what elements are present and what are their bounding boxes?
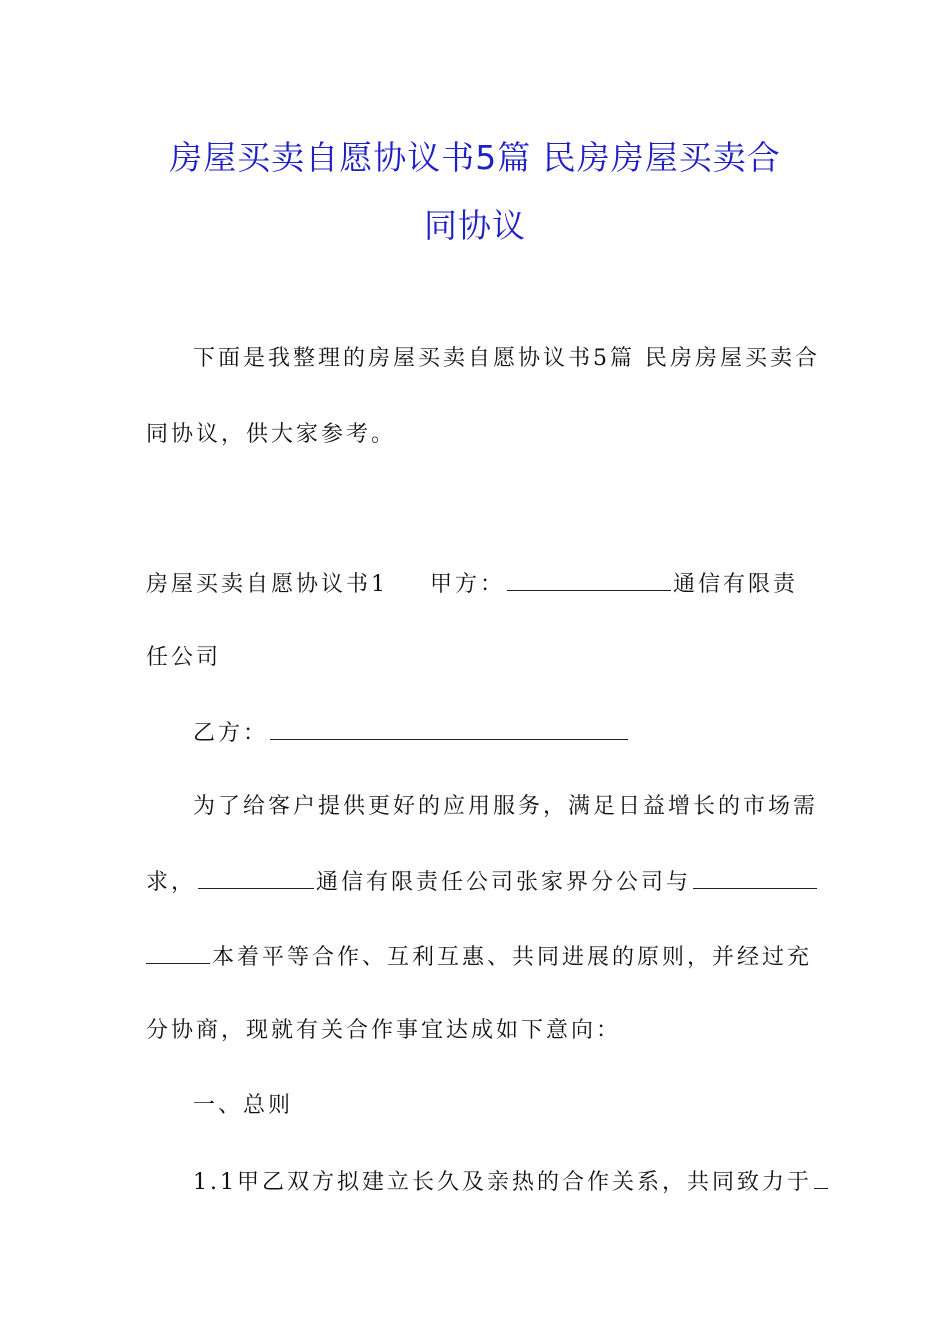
- paragraph-1-end: 本着平等合作、互利互惠、共同进展的原则，并经过充: [212, 945, 813, 970]
- party-a-blank: [507, 568, 671, 591]
- document-title-line-2: 同协议: [424, 206, 526, 245]
- paragraph-1-line-4: 分协商，现就有关合作事宜达成如下意向：: [146, 1018, 622, 1043]
- party-a-line-2: 任公司: [146, 645, 222, 670]
- partner-blank: [693, 866, 817, 889]
- intro-line-1: 下面是我整理的房屋买卖自愿协议书5篇 民房房屋买卖合: [193, 346, 820, 371]
- party-b-line: [193, 717, 630, 749]
- agreement-heading: 房屋买卖自愿协议书1: [146, 572, 388, 597]
- clause-1-1-text: 1.1甲乙双方拟建立长久及亲热的合作关系，共同致力于: [193, 1170, 812, 1195]
- paragraph-1-mid: 通信有限责任公司张家界分公司与: [316, 870, 692, 895]
- intro-line-2: 同协议，供大家参考。: [146, 422, 397, 447]
- partner-blank-cont: [146, 941, 210, 964]
- paragraph-1-line-3: [146, 941, 812, 973]
- document-title-line-1: 房屋买卖自愿协议书5篇 民房房屋买卖合: [169, 138, 781, 177]
- section-heading-general: 一、总则: [193, 1093, 294, 1118]
- party-a-line: [146, 568, 798, 600]
- paragraph-1-line-1: 为了给客户提供更好的应用服务，满足日益增长的市场需: [193, 794, 819, 819]
- party-a-suffix: 通信有限责: [673, 572, 799, 597]
- paragraph-1-line-2: [146, 866, 819, 898]
- party-b-label: 乙方：: [193, 721, 269, 746]
- paragraph-1-start: 求，: [146, 870, 197, 895]
- clause-1-1-blank: [814, 1166, 828, 1189]
- company-blank: [198, 866, 314, 889]
- party-a-label: 甲方：: [430, 572, 506, 597]
- party-b-blank: [270, 717, 628, 740]
- clause-1-1: [193, 1166, 830, 1198]
